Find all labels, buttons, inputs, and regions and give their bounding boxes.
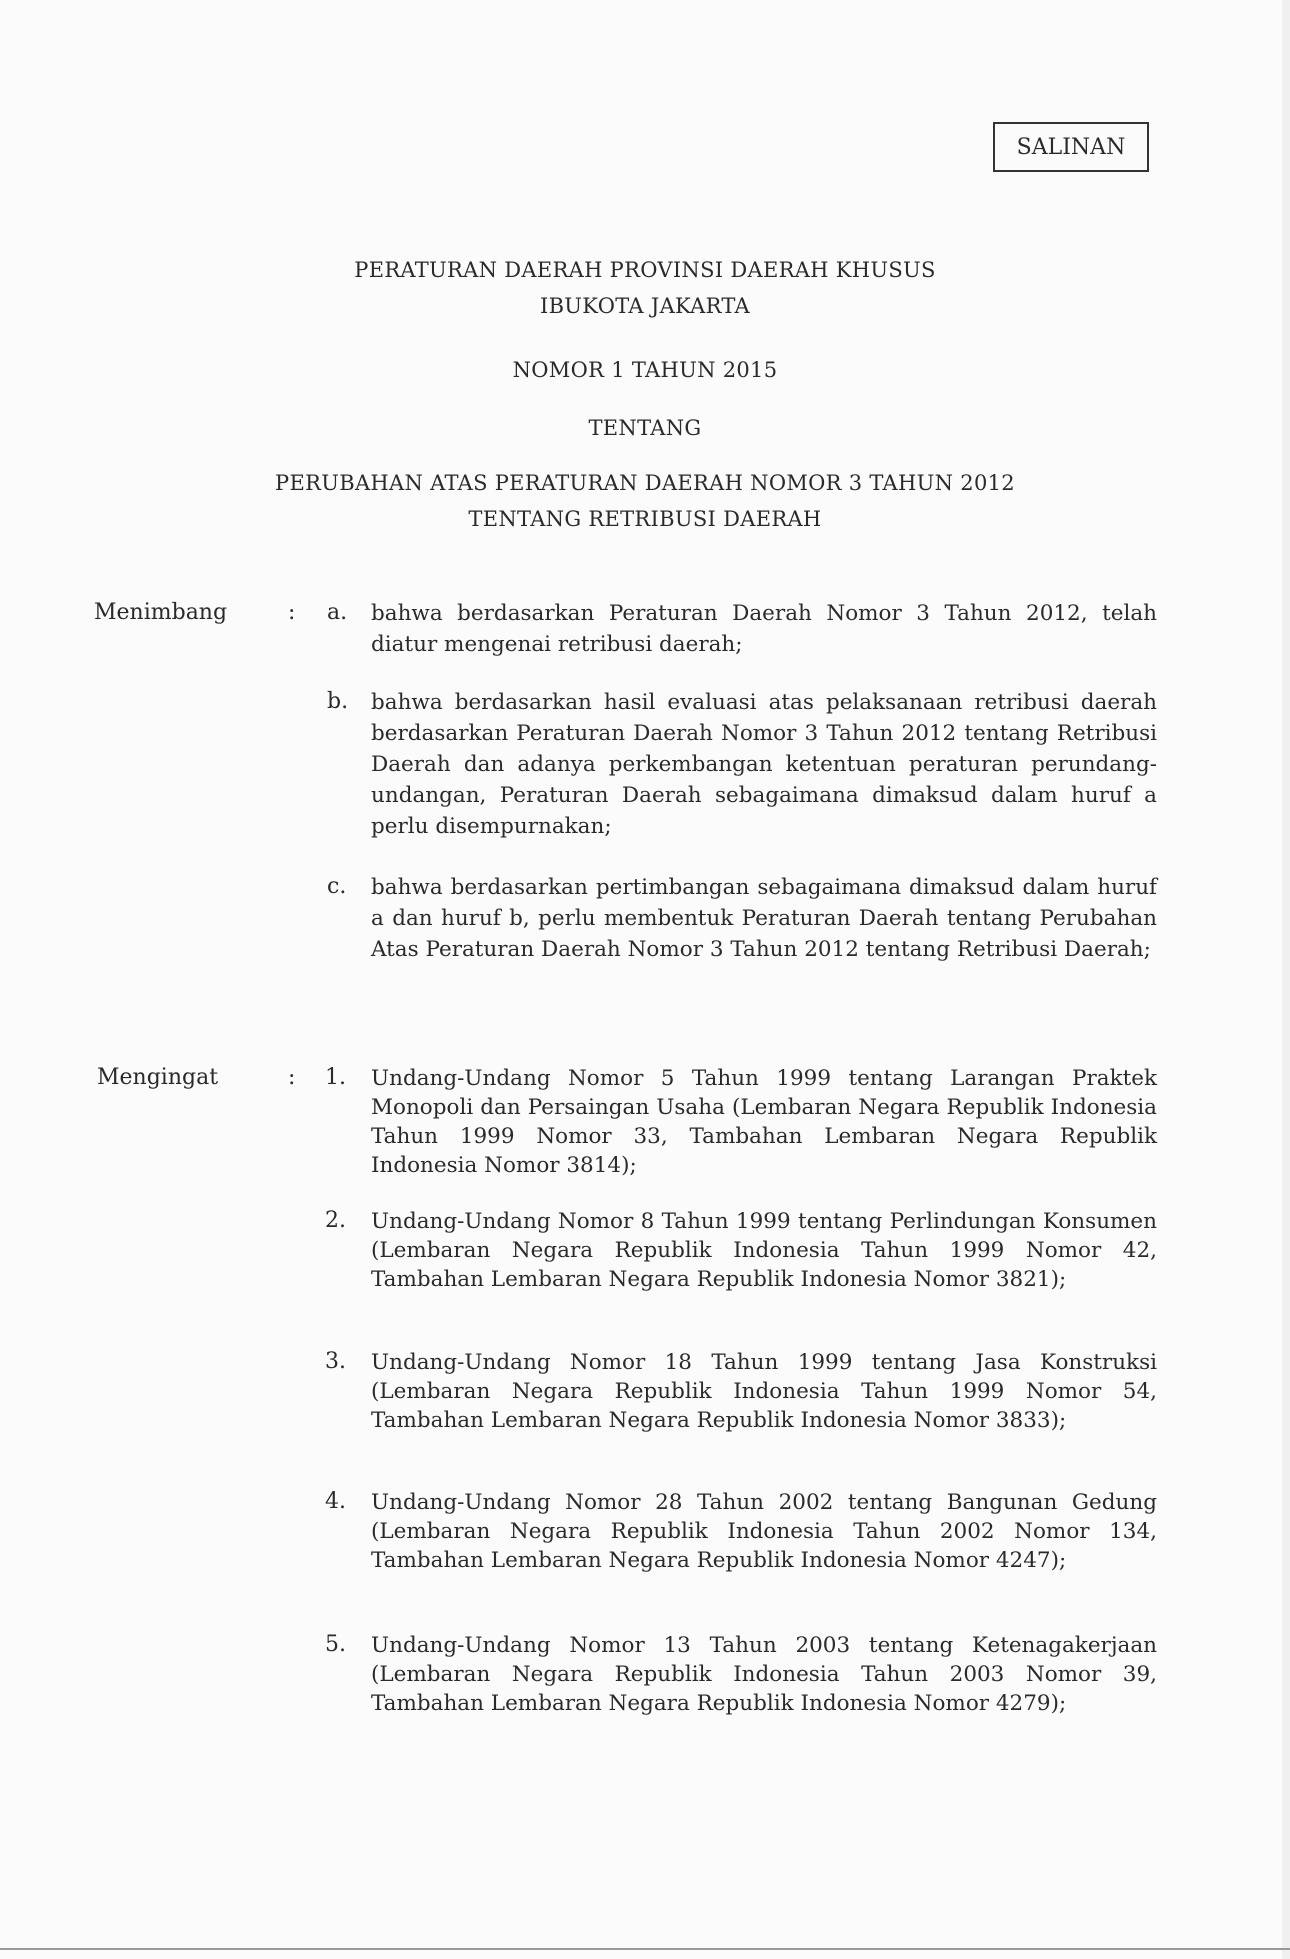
mengingat-colon: : [288, 1065, 296, 1090]
regulation-number: NOMOR 1 TAHUN 2015 [512, 358, 778, 382]
list-marker: 3. [325, 1349, 346, 1374]
legal-basis-item-1: Undang-Undang Nomor 5 Tahun 1999 tentang Larangan Praktek Monopoli dan Persaingan Usaha (Lembaran Negara Republik Indonesia Tahun 1999 Nomor 33, Tambahan Lembaran Negara Republik Indonesia Nomor 3814); [371, 1066, 1157, 1178]
mengingat-label: Mengingat [97, 1065, 219, 1090]
legal-basis-item-5: Undang-Undang Nomor 13 Tahun 2003 tentang Ketenagakerjaan (Lembaran Negara Republik Indonesia Tahun 2003 Nomor 39, Tambahan Lembaran Negara Republik Indonesia Nomor 4279); [371, 1633, 1157, 1716]
page-bottom-line [0, 1948, 1290, 1950]
legal-basis-item-3: Undang-Undang Nomor 18 Tahun 1999 tentang Jasa Konstruksi (Lembaran Negara Republik Indonesia Tahun 1999 Nomor 54, Tambahan Lembaran Negara Republik Indonesia Nomor 3833); [371, 1350, 1157, 1433]
list-marker: b. [327, 689, 349, 714]
list-marker: c. [327, 874, 347, 899]
subject-line-1: PERUBAHAN ATAS PERATURAN DAERAH NOMOR 3 TAHUN 2012 [275, 471, 1015, 495]
list-marker: a. [327, 600, 348, 625]
about-heading: TENTANG [588, 416, 702, 440]
title-line-1: PERATURAN DAERAH PROVINSI DAERAH KHUSUS [354, 258, 936, 282]
considerations-item-a: bahwa berdasarkan Peraturan Daerah Nomor 3 Tahun 2012, telah diatur mengenai retribusi daerah; [371, 601, 1157, 657]
menimbang-colon: : [288, 600, 296, 625]
subject-line-2: TENTANG RETRIBUSI DAERAH [468, 507, 822, 531]
list-marker: 5. [325, 1632, 346, 1657]
legal-basis-item-2: Undang-Undang Nomor 8 Tahun 1999 tentang Perlindungan Konsumen (Lembaran Negara Republik Indonesia Tahun 1999 Nomor 42, Tambahan Lembaran Negara Republik Indonesia Nomor 3821); [371, 1209, 1157, 1292]
salinan-stamp: SALINAN [993, 122, 1149, 172]
list-marker: 1. [325, 1065, 346, 1090]
considerations-item-b: bahwa berdasarkan hasil evaluasi atas pelaksanaan retribusi daerah berdasarkan Peraturan Daerah Nomor 3 Tahun 2012 tentang Retribusi Daerah dan adanya perkembangan ketentuan peraturan perundang-undangan, Peraturan Daerah sebagaimana dimaksud dalam huruf a perlu disempurnakan; [371, 690, 1157, 839]
considerations-item-c: bahwa berdasarkan pertimbangan sebagaimana dimaksud dalam huruf a dan huruf b, perlu membentuk Peraturan Daerah tentang Perubahan Atas Peraturan Daerah Nomor 3 Tahun 2012 tentang Retribusi Daerah; [371, 875, 1157, 962]
legal-basis-item-4: Undang-Undang Nomor 28 Tahun 2002 tentang Bangunan Gedung (Lembaran Negara Republik Indonesia Tahun 2002 Nomor 134, Tambahan Lembaran Negara Republik Indonesia Nomor 4247); [371, 1490, 1157, 1573]
menimbang-label: Menimbang [94, 600, 228, 625]
list-marker: 4. [325, 1489, 346, 1514]
list-marker: 2. [325, 1208, 346, 1233]
title-line-2: IBUKOTA JAKARTA [539, 294, 751, 318]
